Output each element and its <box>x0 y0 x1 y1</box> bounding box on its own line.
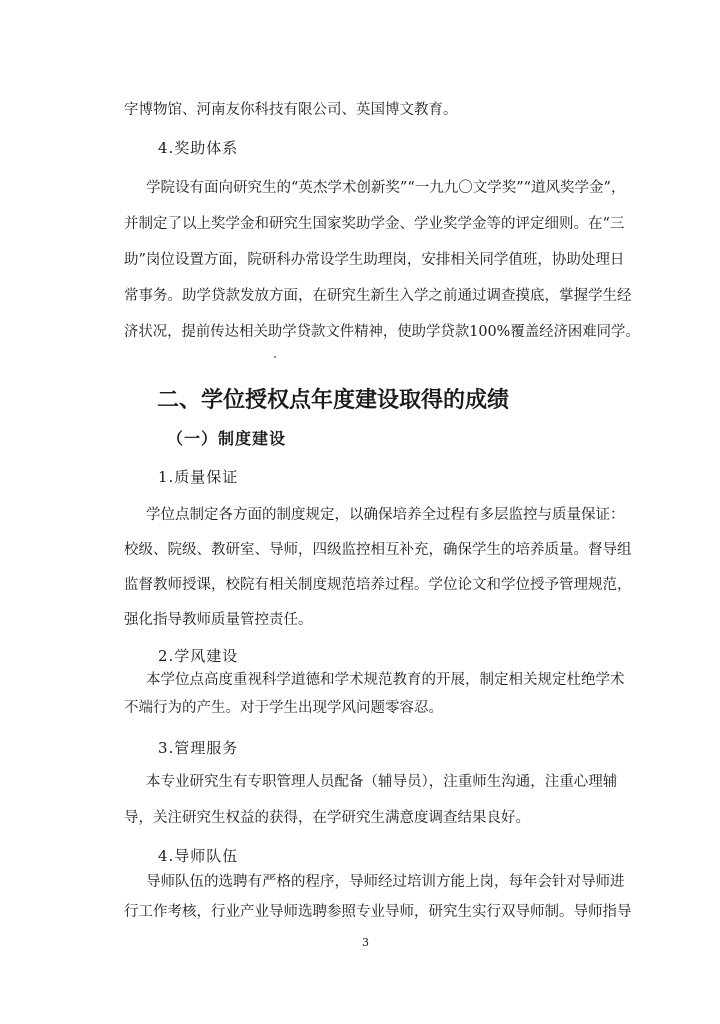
paragraph-line: 监督教师授课，校院有相关制度规范培养过程。学位论文和学位授予管理规范， <box>124 577 632 593</box>
subsection-heading-quality: 1.质量保证 <box>158 468 239 486</box>
paragraph-line: 常事务。助学贷款发放方面，在研究生新生入学之前通过调查摸底，掌握学生经 <box>124 288 632 304</box>
paragraph-line: 并制定了以上奖学金和研究生国家奖助学金、学业奖学金等的评定细则。在“三 <box>124 216 625 232</box>
subsection-heading-study-style: 2.学风建设 <box>158 647 239 665</box>
stray-mark <box>274 356 276 358</box>
page-number: 3 <box>362 936 369 949</box>
paragraph-line: 济状况，提前传达相关助学贷款文件精神，使助学贷款100%覆盖经济困难同学。 <box>124 324 640 340</box>
paragraph-line: 不端行为的产生。对于学生出现学风问题零容忍。 <box>124 700 443 716</box>
paragraph-line: 助”岗位设置方面，院研科办常设学生助理岗，安排相关同学值班，协助处理日 <box>124 252 625 268</box>
subsection-heading-supervisors: 4.导师队伍 <box>158 847 239 865</box>
paragraph-line: 导师队伍的选聘有严格的程序，导师经过培训方能上岗，每年会针对导师进 <box>146 874 625 890</box>
paragraph-line: 行工作考核，行业产业导师选聘参照专业导师，研究生实行双导师制。导师指导 <box>124 904 632 920</box>
paragraph-line: 字博物馆、河南友你科技有限公司、英国博文教育。 <box>124 102 458 118</box>
main-section-heading: 二、学位授权点年度建设取得的成绩 <box>157 388 510 413</box>
paragraph-line: 校级、院级、教研室、导师，四级监控相互补充，确保学生的培养质量。督导组 <box>124 542 632 558</box>
subsection-heading-scholarship: 4.奖助体系 <box>158 139 239 157</box>
paragraph-line: 学位点制定各方面的制度规定，以确保培养全过程有多层监控与质量保证： <box>146 507 625 523</box>
paragraph-line: 导，关注研究生权益的获得，在学研究生满意度调查结果良好。 <box>124 810 530 826</box>
section-heading-system-building: （一）制度建设 <box>167 429 287 448</box>
subsection-heading-management: 3.管理服务 <box>158 739 239 757</box>
paragraph-line: 强化指导教师质量管控责任。 <box>124 612 313 628</box>
paragraph-line: 学院设有面向研究生的“英杰学术创新奖”“一九九〇文学奖”“道风奖学金”， <box>146 180 626 196</box>
paragraph-line: 本学位点高度重视科学道德和学术规范教育的开展，制定相关规定杜绝学术 <box>146 672 625 688</box>
paragraph-line: 本专业研究生有专职管理人员配备（辅导员），注重师生沟通，注重心理辅 <box>146 774 618 790</box>
